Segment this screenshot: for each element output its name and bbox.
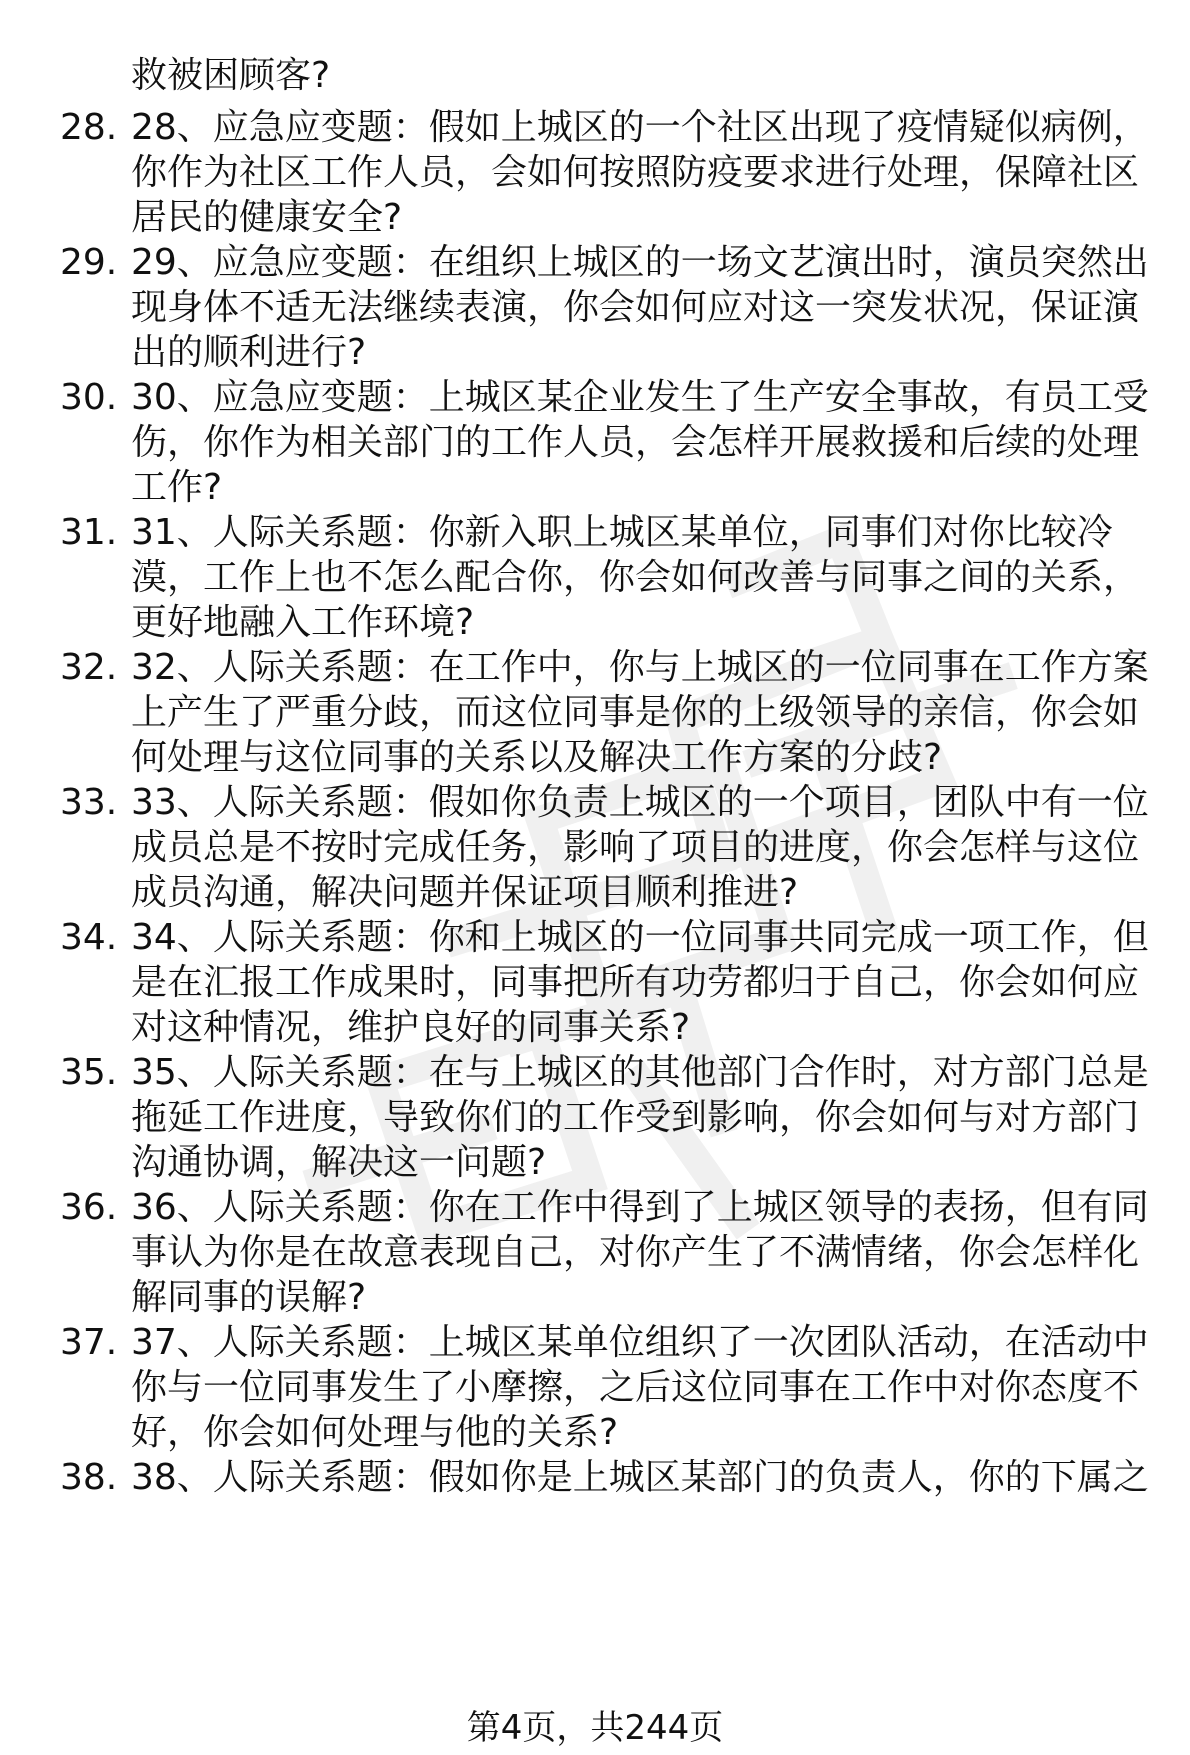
- question-line: 漠，工作上也不怎么配合你，你会如何改善与同事之间的关系，: [131, 557, 1140, 598]
- question-line: 33、人际关系题：假如你负责上城区的一个项目，团队中有一位: [131, 782, 1149, 823]
- question-line: 何处理与这位同事的关系以及解决工作方案的分歧?: [131, 737, 943, 778]
- question-line: 36、人际关系题：你在工作中得到了上城区领导的表扬，但有同: [131, 1187, 1149, 1228]
- item-number: 29.: [60, 242, 118, 283]
- question-line: 38、人际关系题：假如你是上城区某部门的负责人，你的下属之: [131, 1457, 1149, 1498]
- item-number: 38.: [60, 1457, 118, 1498]
- item-number: 31.: [60, 512, 118, 553]
- question-line: 好，你会如何处理与他的关系?: [131, 1412, 619, 1453]
- question-text: [131, 510, 1141, 645]
- item-number: 34.: [60, 917, 118, 958]
- question-line: 对这种情况，维护良好的同事关系?: [131, 1007, 691, 1048]
- item-number: 30.: [60, 377, 118, 418]
- question-text: [131, 780, 1149, 915]
- item-number: 28.: [60, 107, 118, 148]
- question-line: 工作?: [131, 467, 223, 508]
- question-line: 现身体不适无法继续表演，你会如何应对这一突发状况，保证演: [131, 287, 1140, 328]
- question-text: [131, 1185, 1149, 1320]
- question-line: 37、人际关系题：上城区某单位组织了一次团队活动，在活动中: [131, 1322, 1149, 1363]
- question-text: [131, 1320, 1149, 1455]
- question-line: 是在汇报工作成果时，同事把所有功劳都归于自己，你会如何应: [131, 962, 1140, 1003]
- item-number: 36.: [60, 1187, 118, 1228]
- page-footer: 第4页，共244页: [466, 1708, 724, 1748]
- question-text: [131, 105, 1149, 240]
- question-line: 居民的健康安全?: [131, 197, 403, 238]
- question-line: 35、人际关系题：在与上城区的其他部门合作时，对方部门总是: [131, 1052, 1149, 1093]
- question-line: 更好地融入工作环境?: [131, 602, 475, 643]
- item-number: 33.: [60, 782, 118, 823]
- question-text: [131, 375, 1149, 510]
- question-line: 你与一位同事发生了小摩擦，之后这位同事在工作中对你态度不: [131, 1367, 1140, 1408]
- question-line: 30、应急应变题：上城区某企业发生了生产安全事故，有员工受: [131, 377, 1149, 418]
- question-line: 事认为你是在故意表现自己，对你产生了不满情绪，你会怎样化: [131, 1232, 1140, 1273]
- item-number: 35.: [60, 1052, 118, 1093]
- question-line: 28、应急应变题：假如上城区的一个社区出现了疫情疑似病例，: [131, 107, 1149, 148]
- question-line: 沟通协调，解决这一问题?: [131, 1142, 547, 1183]
- question-line: 解同事的误解?: [131, 1277, 367, 1318]
- question-line: 31、人际关系题：你新入职上城区某单位，同事们对你比较冷: [131, 512, 1113, 553]
- question-text: [131, 1050, 1149, 1185]
- question-text: [131, 645, 1149, 780]
- question-line: 上产生了严重分歧，而这位同事是你的上级领导的亲信，你会如: [131, 692, 1140, 733]
- item-number: 37.: [60, 1322, 118, 1363]
- question-text: [131, 240, 1149, 375]
- question-line: 成员总是不按时完成任务，影响了项目的进度，你会怎样与这位: [131, 827, 1140, 868]
- question-line: 成员沟通，解决问题并保证项目顺利推进?: [131, 872, 799, 913]
- question-text: [131, 915, 1149, 1050]
- question-line: 29、应急应变题：在组织上城区的一场文艺演出时，演员突然出: [131, 242, 1149, 283]
- question-line: 34、人际关系题：你和上城区的一位同事共同完成一项工作，但: [131, 917, 1149, 958]
- question-line: 伤，你作为相关部门的工作人员，会怎样开展救援和后续的处理: [131, 422, 1140, 463]
- question-line: 出的顺利进行?: [131, 332, 367, 373]
- question-line: 你作为社区工作人员，会如何按照防疫要求进行处理，保障社区: [131, 152, 1140, 193]
- item-number: 32.: [60, 647, 118, 688]
- question-text: [131, 1455, 1149, 1500]
- question-line: 32、人际关系题：在工作中，你与上城区的一位同事在工作方案: [131, 647, 1149, 688]
- question-line: 拖延工作进度，导致你们的工作受到影响，你会如何与对方部门: [131, 1097, 1140, 1138]
- continuation-text: 救被困顾客?: [131, 55, 331, 96]
